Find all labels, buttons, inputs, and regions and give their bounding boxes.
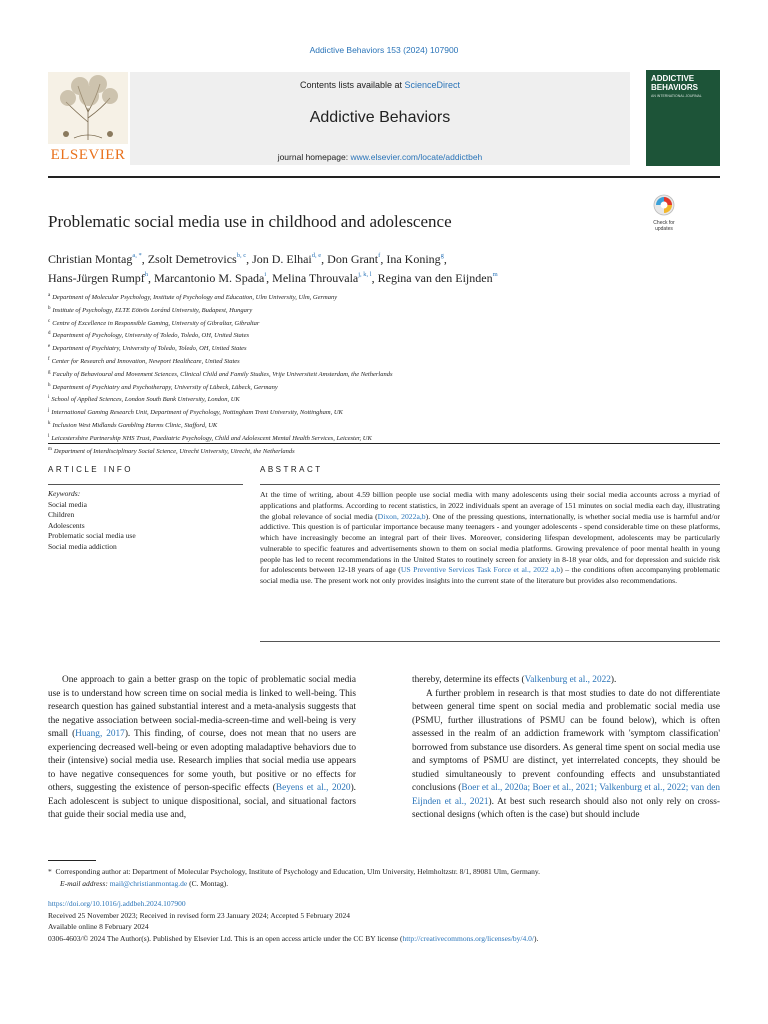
license-text: ). [533,933,539,943]
affiliation-key: l [48,433,50,439]
section-divider [48,443,720,444]
email-line [48,878,720,890]
affiliation-key: a [48,293,51,298]
affiliation-item [48,317,720,330]
affiliation-key: e [48,344,51,350]
author-name[interactable]: Jon D. Elhai [252,252,312,266]
affiliation-text: International Gaming Research Unit, Department of Psychology, Nottingham Trent University, Nottingham, UK [51,409,343,417]
abstract-part: At the time of writing, about 4.59 billion people use social media with many adolescents using their social media accounts across a myriad of applications and platforms. According to recent statistics, in 2022 individuals spent an average of 151 minutes on social media each day, illustrating the global relevance of social media ( [260,490,720,521]
publication-info [48,898,728,944]
journal-title: Addictive Behaviors [309,109,451,126]
article-info-heading: ARTICLE INFO [48,465,133,474]
abstract-divider [260,484,720,485]
body-column-left [48,674,356,823]
author-affiliation-marker[interactable]: b, c [236,252,247,259]
citation-link[interactable]: Huang, 2017 [75,729,125,739]
affiliation-text: Institute of Psychology, ELTE Eötvös Loránd University, Budapest, Hungary [52,306,253,314]
author-separator: , [246,252,253,266]
email-label: E-mail address: [60,879,110,888]
keyword-item: Children [48,510,75,519]
author-list [48,248,720,286]
affiliation-text: Department of Psychiatry, University of Toledo, Toledo, OH, United States [52,345,247,353]
body-paragraph [48,674,356,823]
elsevier-logo[interactable] [48,72,128,164]
footnote-line [48,866,720,878]
affiliation-list [48,291,720,457]
affiliation-item [48,342,720,355]
author-affiliation-marker[interactable]: f [378,252,381,259]
keywords-block [48,489,248,552]
body-paragraph [412,674,720,688]
license-text: 0306-4603/© 2024 The Author(s). Published by Elsevier Ltd. This is an open access article under the CC BY license ( [48,933,403,943]
body-paragraph [412,688,720,823]
abstract-part: ) – the conditions often accompanying problematic social media use. The present work not only provides insights into the current state of the literature but provides also recommendations. [260,565,721,585]
affiliation-text: Inclusion West Midlands Gambling Harms Clinic, Stafford, UK [52,421,218,429]
keywords-label: Keywords: [48,489,81,498]
author-name[interactable]: Marcantonio M. Spada [154,271,265,285]
doi-link[interactable]: https://doi.org/10.1016/j.addbeh.2024.107900 [48,899,186,908]
sciencedirect-link[interactable]: ScienceDirect [404,80,461,90]
author-name[interactable]: Regina van den Eijnden [377,271,493,285]
email-link[interactable]: mail@christianmontag.de [109,879,188,888]
received-dates: Received 25 November 2023; Received in revised form 23 January 2024; Accepted 5 February 2024 [48,910,350,920]
citation-link[interactable]: Valkenburg et al., 2022 [524,675,611,685]
body-text: A further problem in research is that most studies to date do not differentiate between general time spent on social media and problematic social media use (PSMU, further illustrations of PSMU can be found below), which is often assessed in the realm of an addiction framework with 'symptom classification' borrowed from substance use disorders. As general time spent on social media use and symptoms of PSMU are distinct, yet interrelated concepts, they should be studied simultaneously to prevent confounding effects and unsubstantiated conclusions ( [412,688,720,793]
author-separator: , [148,271,155,285]
homepage-prefix: journal homepage: [277,152,351,162]
contents-prefix: Contents lists available at [299,80,405,90]
corresponding-author-footnote [48,866,720,890]
affiliation-item [48,329,720,342]
affiliation-key: g [48,369,51,375]
affiliation-item [48,419,720,432]
author-affiliation-marker[interactable]: d, e [311,252,322,259]
affiliation-key: k [48,420,51,426]
author-affiliation-marker[interactable]: a, * [132,252,142,259]
affiliation-item [48,291,720,304]
body-text: thereby, determine its effects ( [412,675,525,685]
abstract-heading: ABSTRACT [260,465,323,474]
check-for-updates-badge[interactable] [646,194,682,230]
author-separator: , [371,271,378,285]
author-separator: , [380,252,387,266]
affiliation-item [48,381,720,394]
citation-link[interactable]: Dixon, 2022a,b [377,511,426,521]
body-text: ). This finding, of course, does not mean that no users are experiencing decreased well-being or even adopting maladaptive behaviors due to their (intensive) social media use. Research implies that social media use appears to have negative consequences for some youth, but positive or no effects for others, suggesting the existence of person-specific effects ( [48,729,357,793]
abstract-text [260,490,720,587]
author-affiliation-marker[interactable]: m [492,271,498,278]
keyword-item: Problematic social media use [48,531,136,540]
keyword-item: Adolescents [48,520,85,530]
author-separator: , [141,252,148,266]
keyword-item: Social media [48,499,87,509]
affiliation-key: h [48,382,51,388]
cover-subtitle: AN INTERNATIONAL JOURNAL [651,94,702,98]
affiliation-item [48,393,720,406]
author-affiliation-marker[interactable]: g [440,252,444,259]
email-suffix: (C. Montag). [187,879,229,888]
body-text: ). At best such research should also not only rely on cross-sectional designs (which often is the case) but should include [412,796,720,820]
affiliation-item [48,304,720,317]
masthead-center [130,72,630,165]
homepage-line [130,152,630,162]
author-affiliation-marker[interactable]: i [264,271,267,278]
author-name[interactable]: Ina Koning [386,252,441,266]
abstract-part: ). One of the pressing questions, internationally, is whether social media use is harmful and/or addictive. This question is of particular importance because many teenagers - and younger adolescents - spend considerable time on these platforms, which have increasingly become an integral part of their lives. Moreover, considering lifespan development, adolescents may be particularly vulnerable to specific features and advertisements shown to them on social media platforms. Growing prevalence of poor mental health in young people has led to recent recommendations in the United States to routinely screen for anxiety in 8-18 year olds, and for depression and suicide risk for adolescents between 12-18 years of age ( [260,511,720,575]
author-name[interactable]: Zsolt Demetrovics [147,252,237,266]
journal-masthead [48,70,720,166]
affiliation-text: Faculty of Behavioural and Movement Sciences, Clinical Child and Family Studies, Vrije Universiteit Amsterdam, the Netherlands [52,370,393,378]
affiliation-text: Department of Psychiatry and Psychotherapy, University of Lübeck, Lübeck, Germany [52,383,278,391]
affiliation-key: c [48,318,51,324]
author-name[interactable]: Melina Throuvala [272,271,359,285]
online-date: Available online 8 February 2024 [48,922,149,931]
citation-link[interactable]: Beyens et al., 2020 [275,783,351,793]
affiliation-text: Center for Research and Innovation, Newport Healthcare, United States [51,357,240,365]
author-name[interactable]: Don Grant [327,252,379,266]
body-text: ). [610,675,617,685]
keywords-list [48,500,248,553]
author-affiliation-marker[interactable]: h [144,271,149,278]
body-column-right [412,674,720,823]
homepage-link[interactable]: www.elsevier.com/locate/addictbeh [350,152,483,162]
contents-line [130,80,630,90]
affiliation-key: b [48,305,51,311]
affiliation-text: Department of Interdisciplinary Social Science, Utrecht University, Utrecht, the Netherlands [53,447,295,455]
author-separator: , [443,252,447,266]
masthead-divider [48,176,720,178]
journal-reference[interactable]: Addictive Behaviors 153 (2024) 107900 [309,45,459,55]
affiliation-item [48,368,720,381]
affiliation-key: d [48,331,51,337]
crossmark-icon [653,194,675,216]
author-separator: , [266,271,273,285]
journal-cover-thumbnail[interactable] [646,70,720,166]
affiliation-text: Leicestershire Partnership NHS Trust, Paediatric Psychology, Child and Adolescent Mental Health Services, Leicester, UK [51,434,372,442]
crossmark-label: Check for updates [653,220,675,232]
affiliation-item [48,355,720,368]
footnote-marker: * [48,867,52,876]
affiliation-key: f [48,356,50,362]
affiliation-key: j [48,408,50,414]
cover-title: ADDICTIVE BEHAVIORS [651,74,698,92]
author-separator: , [321,252,328,266]
article-info-divider [48,484,243,485]
body-text: ). Each adolescent is subject to unique dispositional, social, and situational factors that guide their social media use and, [48,783,356,820]
affiliation-item [48,445,720,458]
license-line [48,933,728,945]
corresponding-text: Corresponding author at: Department of Molecular Psychology, Institute of Psychology and Education, Ulm University, Helmholtzstr. 8/1, 89081 Ulm, Germany. [55,867,541,876]
affiliation-text: Centre of Excellence in Responsible Gaming, University of Gibraltar, Gibraltar [52,319,260,327]
elsevier-tree-icon [48,72,128,144]
affiliation-key: m [48,446,52,452]
citation-link[interactable]: Boer et al., 2020a; Boer et al., 2021; Valkenburg et al., 2022; van den Eijnden et al., 2021 [412,783,720,807]
affiliation-text: Department of Psychology, University of Toledo, Toledo, OH, United States [52,332,249,340]
citation-link[interactable]: US Preventive Services Task Force et al., 2022 a,b [400,565,561,575]
abstract-end-divider [260,641,720,642]
keyword-item: Social media addiction [48,541,117,551]
affiliation-text: Department of Molecular Psychology, Institute of Psychology and Education, Ulm University, Ulm, Germany [52,294,338,301]
article-title: Problematic social media use in childhood and adolescence [48,212,452,231]
license-link[interactable]: http://creativecommons.org/licenses/by/4.0/ [402,933,534,943]
affiliation-key: i [48,395,50,401]
author-affiliation-marker[interactable]: j, k, l [358,271,372,278]
author-name[interactable]: Christian Montag [48,252,133,266]
publisher-name: ELSEVIER [50,147,126,163]
affiliation-text: School of Applied Sciences, London South Bank University, London, UK [51,396,240,404]
affiliation-item [48,406,720,419]
footnote-divider [48,860,96,861]
body-text: One approach to gain a better grasp on the topic of problematic social media use is to understand how screen time on social media is linked to well-being. This research question has gained substantial interest and a meta-analysis suggests that the negative association between social-media-screen-time and well-being is very small ( [48,675,356,739]
author-name[interactable]: Hans-Jürgen Rumpf [48,271,145,285]
